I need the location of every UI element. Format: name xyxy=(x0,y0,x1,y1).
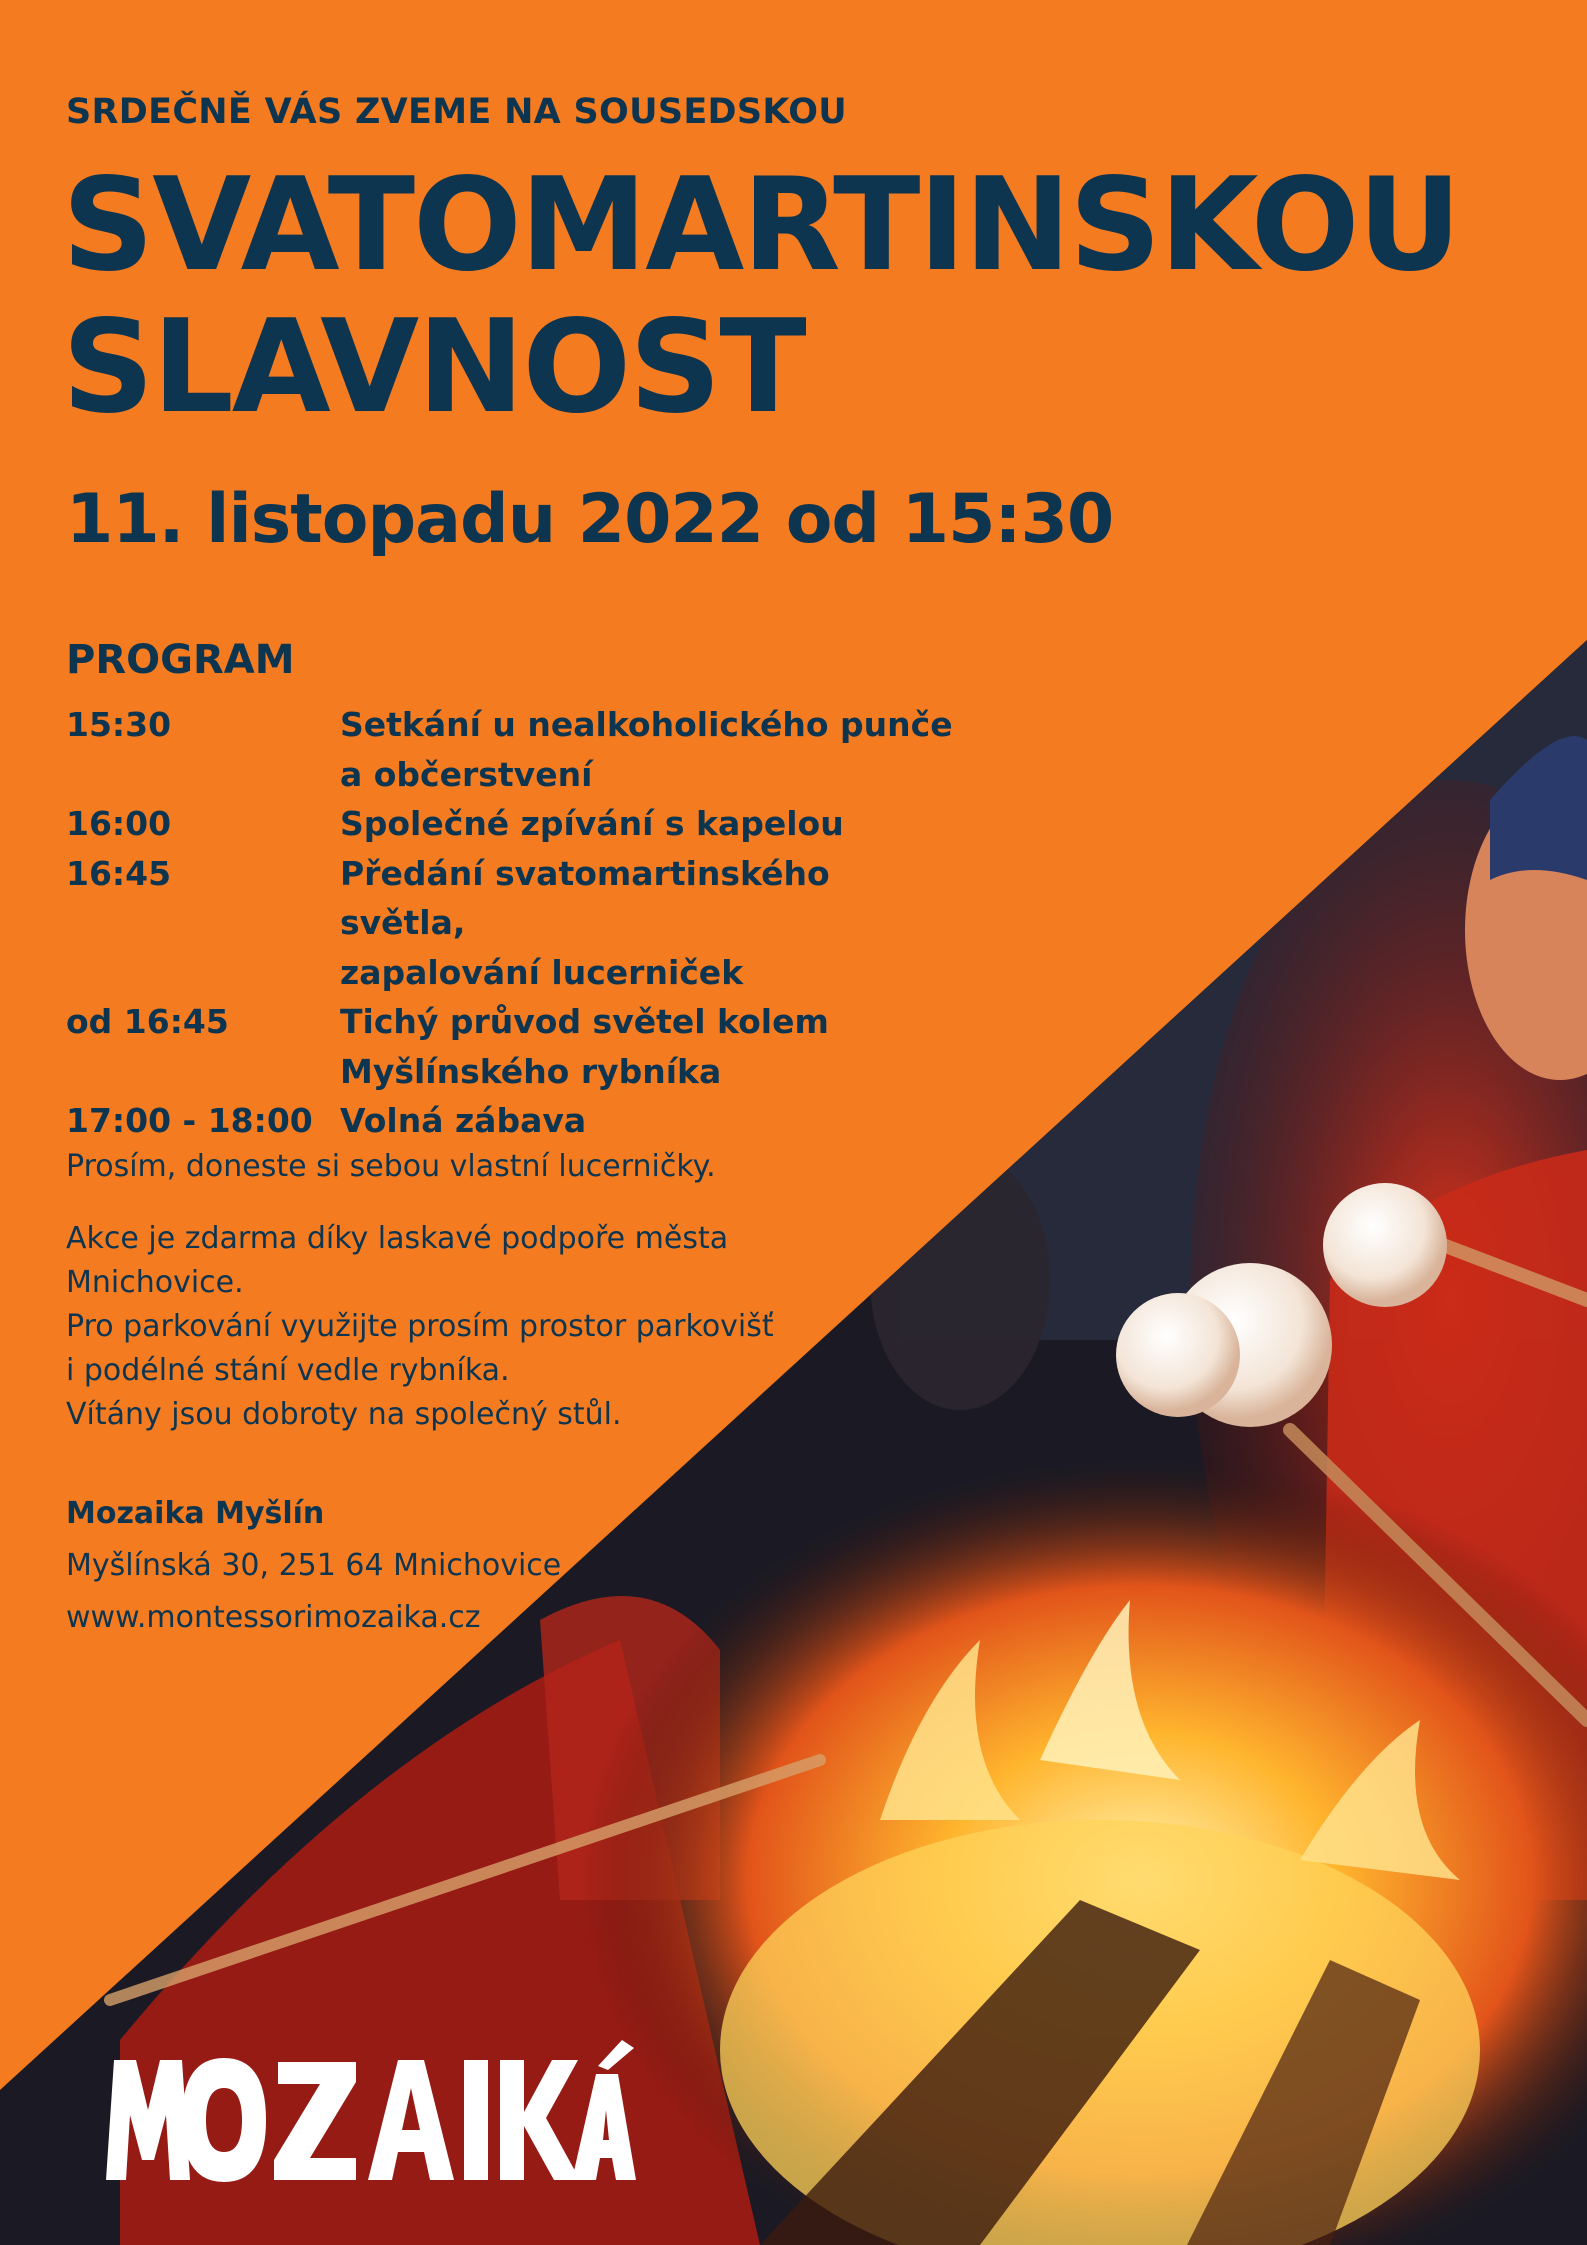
schedule-activity: Společné zpívání s kapelou xyxy=(340,804,844,843)
program-schedule xyxy=(66,700,966,1146)
schedule-activity: Volná zábava xyxy=(340,1101,587,1140)
schedule-time: 16:00 xyxy=(66,804,172,843)
event-title-line-2: SLAVNOST xyxy=(62,293,805,442)
info-note: Akce je zdarma díky laskavé podpoře města Mnichovice. Pro parkování využijte prosím prostor parkovišť i podélné stání vedle rybníka. Vítány jsou dobroty na společný stůl. xyxy=(66,1221,774,1432)
event-date: 11. listopadu 2022 od 15:30 xyxy=(66,480,1114,559)
organizer-website[interactable]: www.montessorimozaika.cz xyxy=(66,1600,481,1635)
schedule-row xyxy=(66,1096,966,1146)
event-title-line-1: SVATOMARTINSKOU xyxy=(62,151,1460,300)
invitation-kicker: SRDEČNĚ VÁS ZVEME NA SOUSEDSKOU xyxy=(66,92,848,132)
schedule-row xyxy=(66,849,966,998)
mozaika-logo xyxy=(106,2040,636,2190)
schedule-time: 16:45 xyxy=(66,853,172,893)
event-title xyxy=(62,151,1460,442)
schedule-time: od 16:45 xyxy=(66,1002,229,1041)
schedule-activity: Tichý průvod světel kolem Myšlínského rybníka xyxy=(340,1002,829,1091)
lantern-note: Prosím, doneste si sebou vlastní lucerničky. xyxy=(66,1149,716,1184)
schedule-row xyxy=(66,700,966,799)
schedule-time: 17:00 - 18:00 xyxy=(66,1101,313,1140)
organizer-name: Mozaika Myšlín xyxy=(66,1496,325,1531)
schedule-activity: Setkání u nealkoholického punče a občerstvení xyxy=(340,705,953,794)
organizer-block xyxy=(66,1488,561,1644)
schedule-row xyxy=(66,997,966,1096)
schedule-row xyxy=(66,799,966,849)
schedule-time: 15:30 xyxy=(66,705,172,744)
organizer-address: Myšlínská 30, 251 64 Mnichovice xyxy=(66,1548,562,1583)
event-notes xyxy=(66,1145,826,1465)
program-heading: PROGRAM xyxy=(66,637,295,683)
schedule-activity: Předání svatomartinského světla, zapalování lucerniček xyxy=(340,853,830,992)
